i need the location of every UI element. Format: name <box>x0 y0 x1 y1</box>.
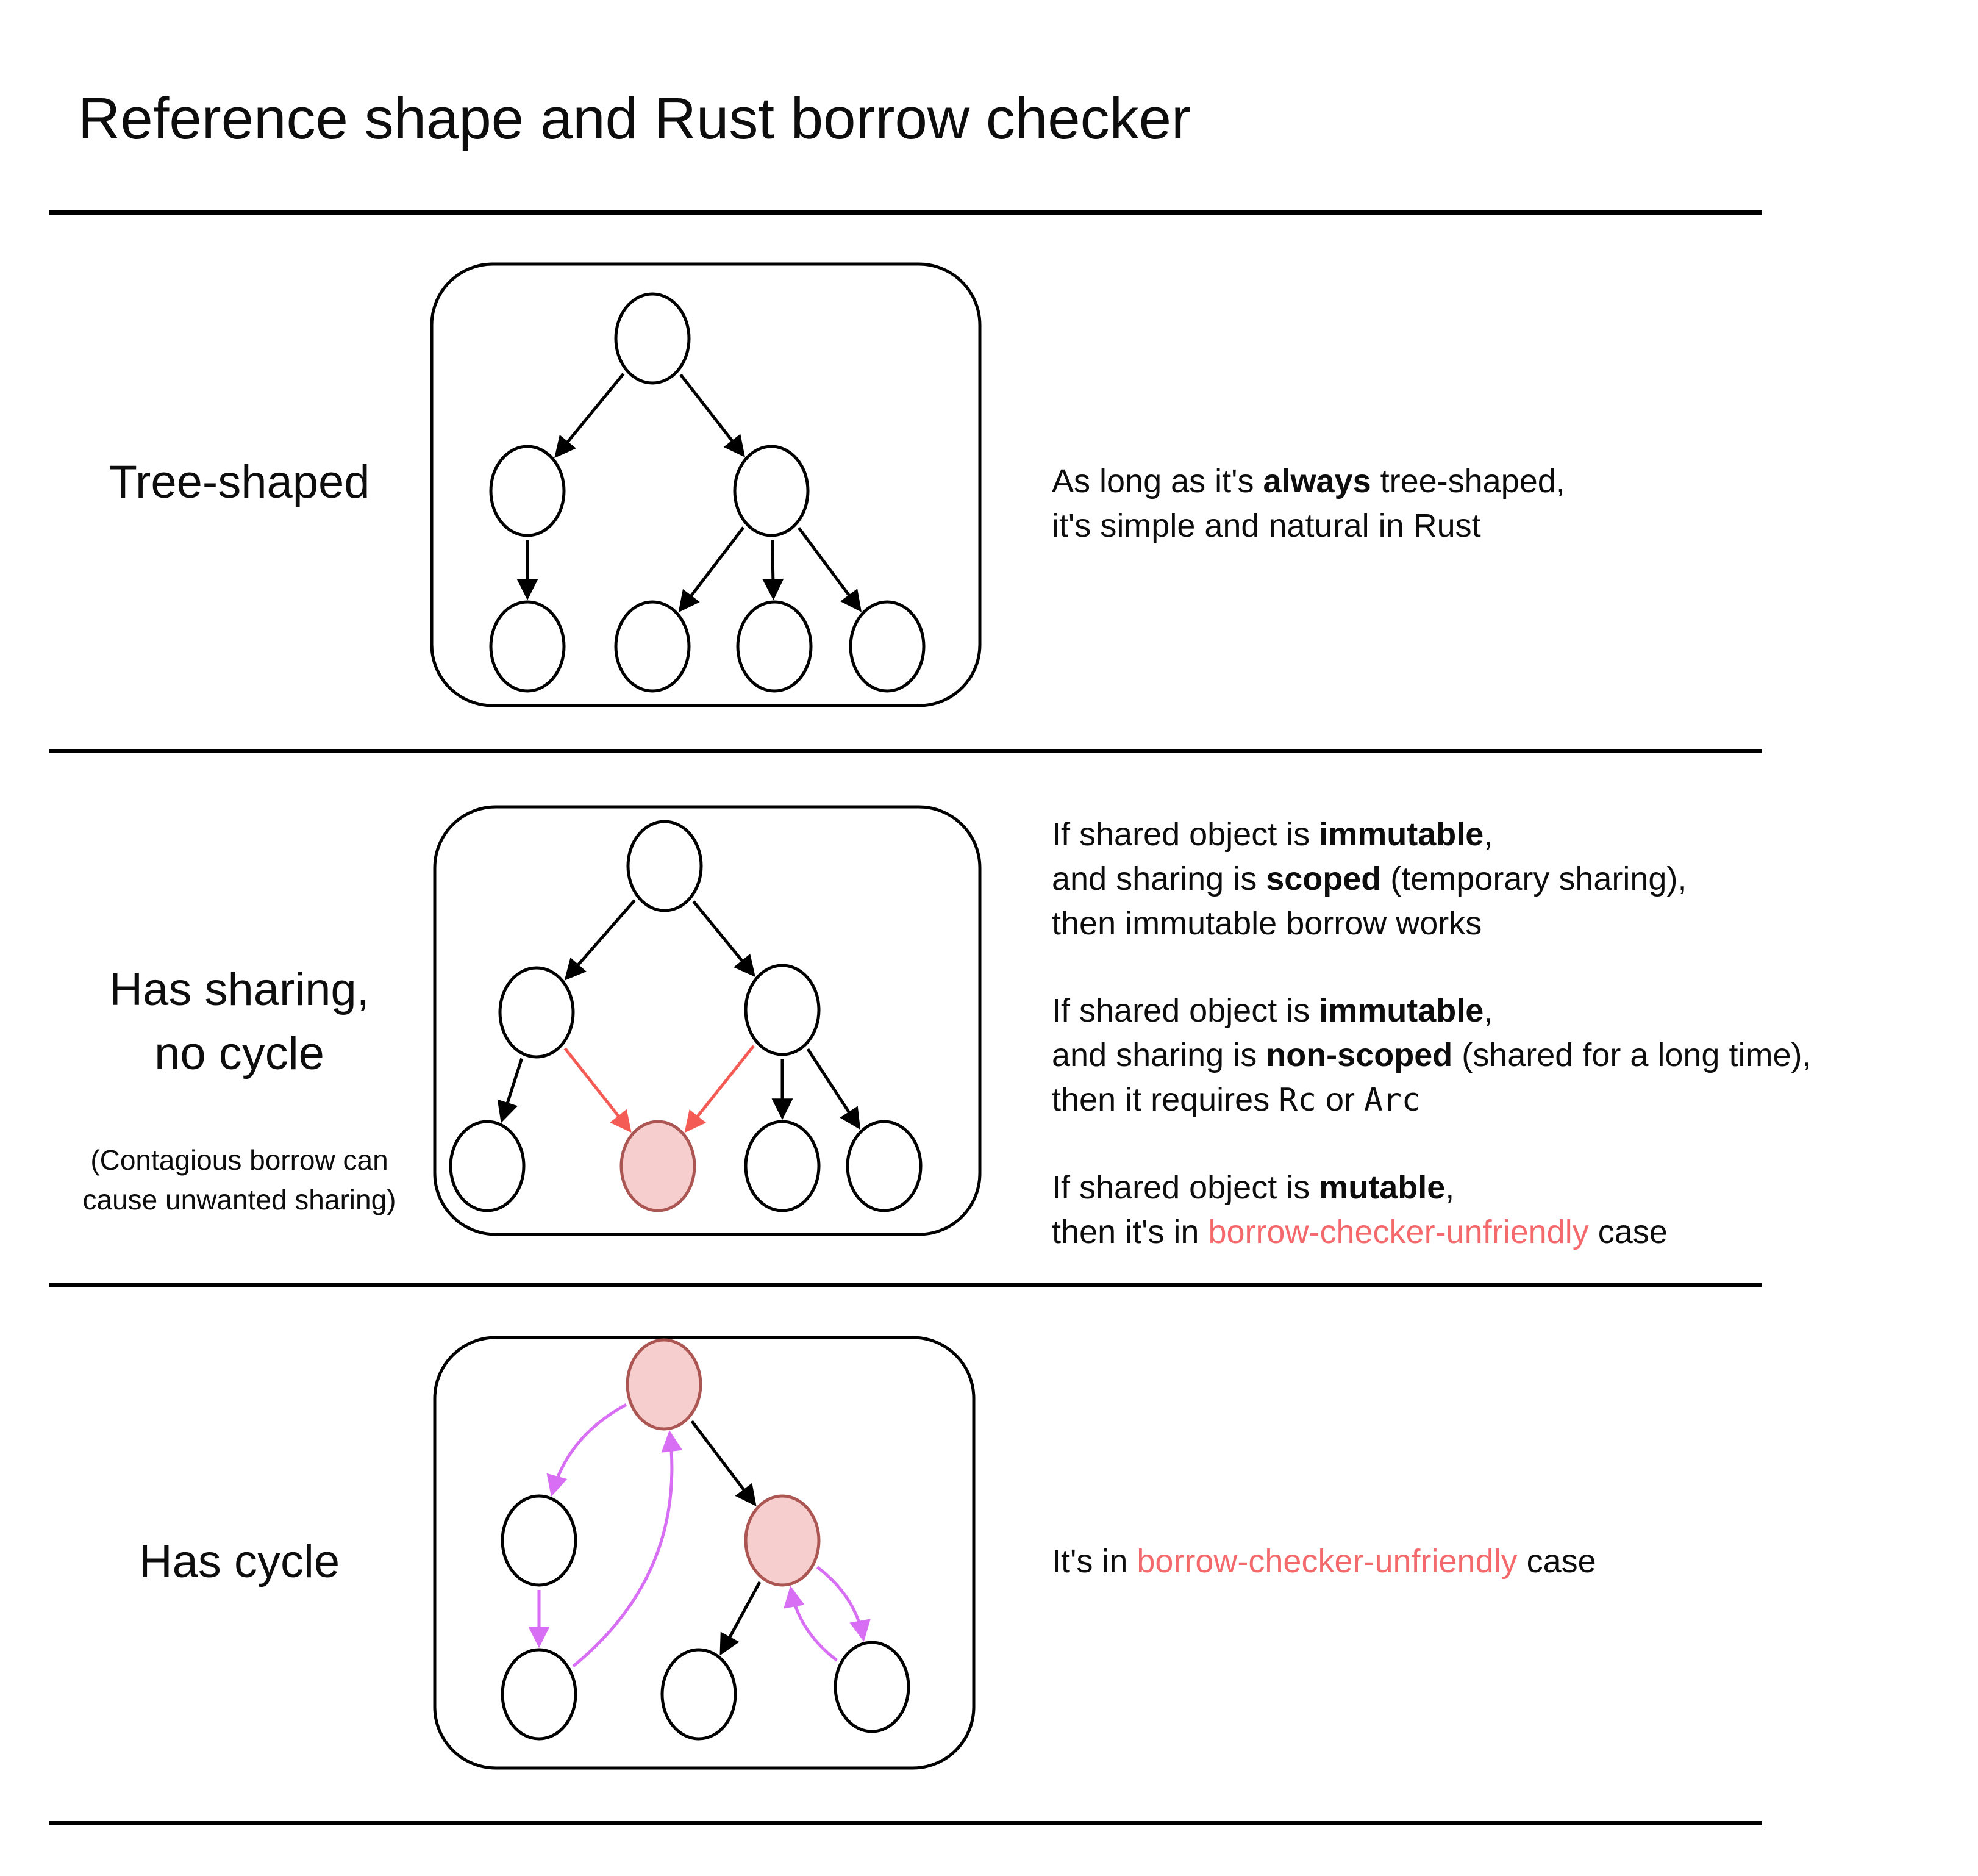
row-text-has-cycle <box>1052 1539 1948 1584</box>
text-span: then immutable borrow works <box>1052 905 1482 942</box>
text-span: case <box>1588 1214 1668 1250</box>
tree-shaped-diagram <box>430 262 982 707</box>
row-label-has-cycle <box>49 1530 430 1594</box>
edge-root-to-r <box>693 901 753 975</box>
divider-top <box>49 210 1762 215</box>
graph-node <box>851 602 924 691</box>
graph-node <box>500 968 573 1057</box>
graph-node <box>502 1496 576 1585</box>
edge-bl-to-root <box>573 1433 672 1666</box>
text-line <box>1052 459 1948 504</box>
edge-r-to-c4 <box>799 528 860 610</box>
label-line: no cycle <box>154 1028 324 1079</box>
graph-node <box>451 1122 524 1211</box>
divider-bottom <box>49 1821 1762 1825</box>
edge-root-to-r <box>692 1421 755 1504</box>
text-span: If shared object is <box>1052 1169 1319 1206</box>
paragraph <box>1052 989 1948 1123</box>
text-line <box>1052 812 1948 857</box>
row-text-has-sharing <box>1052 812 1948 1255</box>
label-line: Has sharing, <box>109 964 370 1015</box>
edge-l-to-c1 <box>502 1059 521 1120</box>
graph-node <box>848 1122 921 1211</box>
text-line <box>1052 901 1948 946</box>
label-line: Tree-shaped <box>109 456 370 508</box>
edge-r-to-shared <box>687 1046 754 1131</box>
paragraph <box>1052 459 1948 548</box>
text-span: If shared object is <box>1052 816 1319 853</box>
row-label-has-sharing <box>49 958 430 1086</box>
text-span: then it requires <box>1052 1081 1279 1118</box>
text-span: It's in <box>1052 1543 1137 1580</box>
edge-br-to-r <box>791 1589 837 1660</box>
shared-node <box>627 1340 701 1429</box>
graph-node <box>491 602 564 691</box>
edge-r-to-bc <box>721 1582 760 1653</box>
edge-root-to-l <box>557 374 624 456</box>
text-span: and sharing is <box>1052 1037 1266 1073</box>
label-line: Has cycle <box>138 1536 340 1588</box>
text-span: , <box>1445 1169 1455 1206</box>
graph-node <box>746 965 819 1054</box>
text-line <box>1052 1210 1948 1255</box>
label-line: cause unwanted sharing) <box>82 1184 396 1215</box>
graph-node <box>835 1642 909 1731</box>
graph-node <box>616 294 689 383</box>
text-span: , <box>1484 992 1493 1029</box>
row-label-tree-shaped <box>49 450 430 514</box>
page-title: Reference shape and Rust borrow checker <box>78 86 1191 151</box>
paragraph <box>1052 1165 1948 1255</box>
text-span: If shared object is <box>1052 992 1319 1029</box>
row-note-contagious-borrow <box>49 1140 430 1220</box>
text-span: immutable <box>1319 992 1484 1029</box>
edge-root-to-r <box>680 374 743 454</box>
graph-node <box>746 1122 819 1211</box>
text-line <box>1052 1165 1948 1210</box>
graph-node <box>738 602 811 691</box>
graph-node <box>735 446 808 535</box>
sharing-diagram <box>433 805 982 1236</box>
text-span: non-scoped <box>1266 1037 1453 1073</box>
text-span: (temporary sharing), <box>1381 861 1687 897</box>
paragraph <box>1052 1539 1948 1584</box>
edge-r-to-c2 <box>680 528 743 610</box>
paragraph <box>1052 812 1948 946</box>
text-line <box>1052 504 1948 548</box>
text-line <box>1052 857 1948 901</box>
graph-node <box>616 602 689 691</box>
text-span: (shared for a long time), <box>1452 1037 1812 1073</box>
cycle-diagram <box>433 1336 976 1770</box>
shared-node <box>621 1122 694 1211</box>
graph-node <box>662 1650 735 1739</box>
graph-node <box>502 1650 576 1739</box>
edge-r-to-c3 <box>773 540 774 597</box>
highlighted-text: borrow-checker-unfriendly <box>1137 1543 1518 1580</box>
graph-node <box>491 446 564 535</box>
text-line <box>1052 1539 1948 1584</box>
text-span: and sharing is <box>1052 861 1266 897</box>
label-line: (Contagious borrow can <box>90 1144 388 1176</box>
highlighted-text: borrow-checker-unfriendly <box>1208 1214 1589 1250</box>
text-span: always <box>1263 463 1371 499</box>
divider-row2-3 <box>49 1283 1762 1287</box>
text-span: tree-shaped, <box>1371 463 1565 499</box>
code-text: Rc <box>1279 1082 1316 1119</box>
text-line <box>1052 1033 1948 1078</box>
text-span: or <box>1316 1081 1365 1118</box>
text-span: As long as it's <box>1052 463 1263 499</box>
divider-row1-2 <box>49 749 1762 753</box>
edge-r-to-br <box>817 1567 863 1638</box>
text-span: case <box>1517 1543 1596 1580</box>
text-span: then it's in <box>1052 1214 1209 1250</box>
edge-r-to-c4 <box>808 1049 859 1127</box>
edge-root-to-l <box>552 1405 626 1494</box>
text-span: it's simple and natural in Rust <box>1052 507 1481 544</box>
row-text-tree-shaped <box>1052 459 1948 548</box>
code-text: Arc <box>1364 1082 1421 1119</box>
graph-node <box>628 822 701 911</box>
text-span: immutable <box>1319 816 1484 853</box>
text-span: scoped <box>1266 861 1382 897</box>
text-line <box>1052 1078 1948 1123</box>
edge-l-to-shared <box>565 1048 630 1130</box>
shared-node <box>746 1496 819 1585</box>
edge-root-to-l <box>566 900 635 978</box>
text-line <box>1052 989 1948 1033</box>
text-span: mutable <box>1319 1169 1446 1206</box>
text-span: , <box>1484 816 1493 853</box>
